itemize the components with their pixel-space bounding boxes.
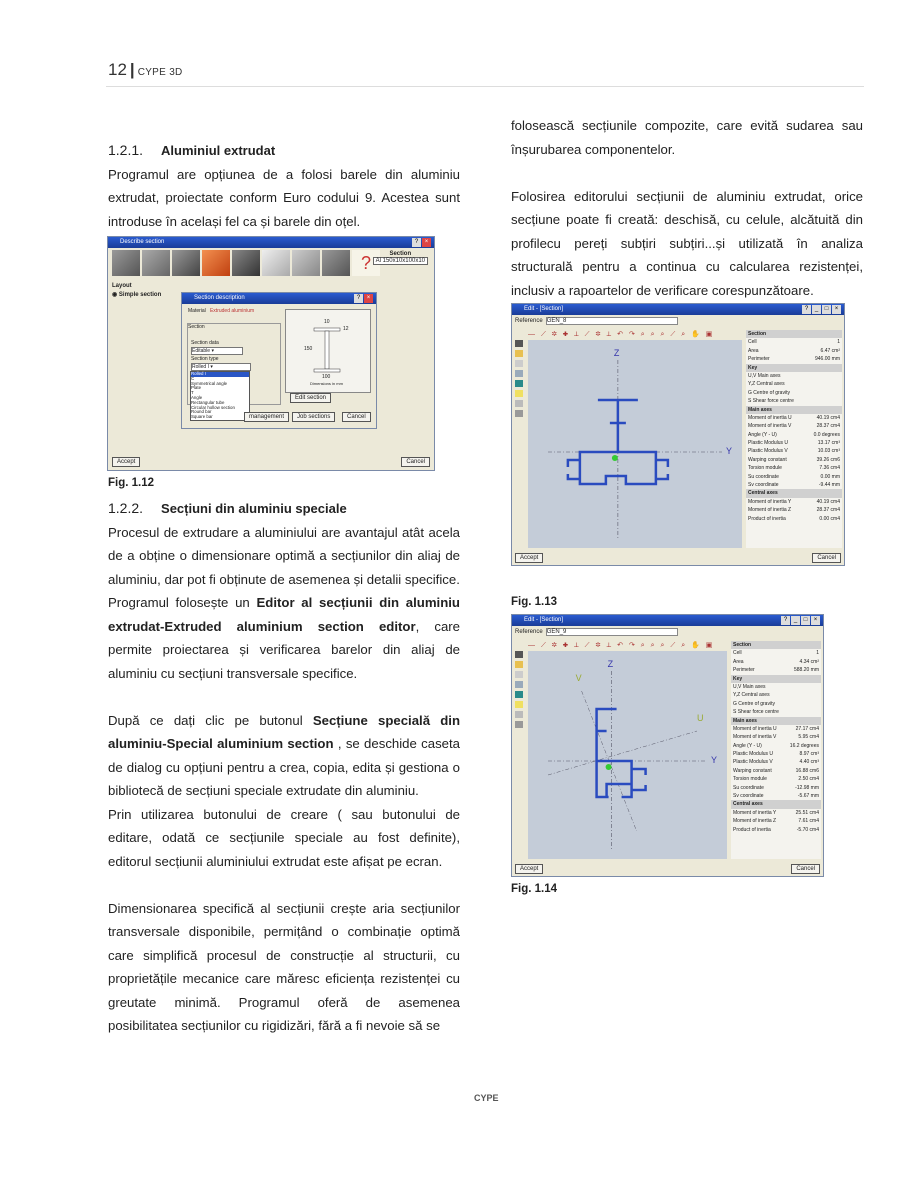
property-value: 28.37 cm4 — [816, 423, 840, 430]
property-row — [746, 347, 842, 355]
properties-section-header — [746, 330, 842, 338]
left-column-bottom — [108, 497, 460, 1038]
help-icon[interactable]: ? — [781, 616, 790, 625]
window-title: Edit - [Section] — [524, 617, 564, 623]
property-row — [746, 506, 842, 514]
section-preview — [285, 309, 371, 393]
angle-icon[interactable] — [172, 250, 200, 276]
header-separator: | — [129, 60, 135, 79]
dropdown-option[interactable]: Rolled I — [191, 372, 249, 377]
special-section-icon[interactable]: ? — [352, 250, 380, 276]
centre-of-gravity-marker — [612, 455, 618, 461]
property-row — [746, 481, 842, 489]
property-value: 16.88 cm6 — [795, 767, 819, 774]
property-name: G Centre of gravity — [733, 700, 775, 707]
property-name: Product of inertia — [748, 515, 786, 522]
property-value: 40.19 cm4 — [816, 414, 840, 421]
properties-panel — [746, 330, 842, 548]
property-value: 10.03 cm³ — [817, 448, 840, 455]
properties-section-header — [731, 641, 821, 649]
property-row — [746, 515, 842, 523]
property-value: 28.37 cm4 — [816, 507, 840, 514]
paragraph: Programul are opțiunea de a folosi barele din aluminiu extrudat, proiectate conform Euro codului 9. Acestea sunt introduse în același fel ca și barele din oțel. — [108, 166, 460, 229]
property-row — [731, 758, 821, 766]
property-row — [746, 414, 842, 422]
figure-1-14-window — [511, 614, 824, 877]
material-label: Material — [188, 308, 206, 314]
property-name: U,V Main axes — [748, 372, 781, 379]
property-row — [731, 767, 821, 775]
accept-button[interactable]: Accept — [112, 457, 140, 467]
property-name: Plastic Modulus V — [733, 759, 773, 766]
dropdown-option[interactable]: Symmetrical angle — [191, 380, 228, 386]
axis-label-u: U — [697, 713, 704, 723]
maximize-icon[interactable]: □ — [801, 616, 810, 625]
property-row — [731, 750, 821, 758]
property-name: Central axes — [733, 801, 763, 808]
property-row — [746, 338, 842, 346]
select-value: Editable — [192, 348, 211, 354]
section-description-dialog — [181, 292, 377, 429]
property-row — [731, 809, 821, 817]
property-row — [731, 708, 821, 716]
figure-1-12-window — [107, 236, 435, 471]
page-number: 12 — [108, 60, 127, 79]
section-heading-1-2-1 — [108, 139, 460, 163]
dimension-flange-thickness: 10 — [324, 319, 330, 325]
property-value: 39.26 cm6 — [816, 456, 840, 463]
window-controls — [781, 616, 820, 625]
tool-icon[interactable] — [515, 671, 523, 678]
property-row — [746, 498, 842, 506]
text: , care permite proiectarea și verificarea barelor din aliaj de aluminiu cu secțiuni transversale specifice. — [108, 618, 461, 681]
property-name: Moment of inertia V — [733, 734, 777, 741]
select-value: Rolled I — [192, 364, 209, 370]
close-icon[interactable]: × — [832, 305, 841, 314]
property-name: Moment of inertia Y — [748, 498, 792, 505]
section-value: Al 150x10x100x10 — [373, 257, 428, 265]
figure-caption-1-13: Fig. 1.13 — [511, 596, 558, 608]
property-row — [731, 691, 821, 699]
tool-icon[interactable] — [515, 721, 523, 728]
reference-label: Reference — [515, 318, 543, 324]
property-row — [731, 649, 821, 657]
dialog-titlebar — [182, 293, 376, 304]
property-value: 1 — [837, 339, 840, 346]
management-button[interactable]: management — [244, 412, 289, 422]
property-name: Moment of inertia V — [748, 423, 792, 430]
minimize-icon[interactable]: _ — [791, 616, 800, 625]
property-value: 6.47 cm² — [820, 347, 840, 354]
window-titlebar — [512, 615, 823, 626]
property-name: S Shear force centre — [733, 709, 779, 716]
timber-icon[interactable] — [202, 250, 230, 276]
tool-icon[interactable] — [515, 390, 523, 397]
tool-icon[interactable] — [515, 400, 523, 407]
property-name: Main axes — [733, 717, 757, 724]
side-toolbar — [515, 651, 525, 728]
minimize-icon[interactable]: _ — [812, 305, 821, 314]
dropdown-option[interactable]: Rectangular tube — [191, 399, 225, 405]
property-row — [746, 456, 842, 464]
property-row — [746, 464, 842, 472]
dropdown-option[interactable]: Plate — [191, 385, 202, 391]
material-value: Extruded aluminium — [209, 308, 255, 314]
property-row — [746, 431, 842, 439]
properties-section-header — [746, 489, 842, 497]
extruded-profile-icon[interactable] — [292, 250, 320, 276]
section-indicator — [373, 251, 428, 265]
property-value: 25.51 cm4 — [795, 809, 819, 816]
bold-term: Editor al secțiunii din aluminiu extrudat-Extruded aluminium section editor — [108, 595, 460, 634]
property-row — [731, 792, 821, 800]
section-data-label: Section data — [191, 340, 219, 346]
properties-panel — [731, 641, 821, 859]
tool-icon[interactable] — [515, 691, 523, 698]
property-row — [746, 473, 842, 481]
property-name: Su coordinate — [733, 784, 764, 791]
property-value: 40.19 cm4 — [816, 498, 840, 505]
section-canvas[interactable] — [528, 340, 742, 548]
dimensions-note: Dimensions in mm — [310, 381, 343, 386]
property-value: 588.20 mm — [793, 667, 819, 674]
accept-button[interactable]: Accept — [515, 864, 543, 874]
properties-section-header — [731, 800, 821, 808]
properties-section-header — [731, 675, 821, 683]
cancel-button[interactable]: Cancel — [791, 864, 820, 874]
axis-label-v: V — [575, 673, 582, 683]
property-row — [731, 784, 821, 792]
heading-number: 1.2.1. — [108, 142, 144, 158]
help-icon[interactable]: ? — [802, 305, 811, 314]
paragraph: Folosirea editorului secțiunii de aluminiu extrudat, orice secțiune poate fi creată: deschisă, cu celule, alcătuită din profilecu pereți subțiri subțiri...și utilizată în analiza structurală pentru a continua cu calcularea rezistenței, inclusiv a rapoartelor de verificare corespunzătoare. — [511, 188, 863, 298]
tool-icon[interactable] — [515, 681, 523, 688]
cancel-button[interactable]: Cancel — [812, 553, 841, 563]
property-value: -5.67 mm — [797, 793, 819, 800]
property-name: Section — [748, 331, 767, 337]
drawing-toolbar: — ⟋ ✲ ✚ ⊥ ⟋ ✲ ⊥ ↶ ↷ ⌕ ⌕ ⌕ ⟋ ⌕ ✋ ▣ — [528, 642, 715, 649]
property-name: Sv coordinate — [733, 793, 764, 800]
section-label: Section — [389, 251, 412, 257]
window-controls — [802, 305, 841, 314]
property-value: 1 — [816, 650, 819, 657]
property-name: Area — [748, 347, 759, 354]
property-row — [731, 725, 821, 733]
property-name: Key — [733, 675, 743, 682]
connection-icon[interactable] — [232, 250, 260, 276]
property-name: Central axes — [748, 490, 778, 497]
property-name: Key — [748, 364, 758, 371]
dropdown-option[interactable]: Round bar — [191, 409, 212, 415]
reference-input[interactable]: GEN_8 — [546, 317, 678, 325]
property-name: Main axes — [748, 406, 772, 413]
property-row — [746, 355, 842, 363]
tool-icon[interactable] — [515, 661, 523, 668]
property-name: Section — [733, 642, 752, 648]
section-drawing — [528, 340, 742, 548]
property-value: 0.0 degrees — [813, 431, 840, 438]
dimension-width: 100 — [322, 374, 331, 380]
property-value: 0.00 cm4 — [819, 515, 840, 522]
property-value: 4.34 cm² — [799, 658, 819, 665]
simple-section-radio[interactable]: ◉ Simple section — [112, 292, 162, 298]
property-value: 27.17 cm4 — [795, 725, 819, 732]
window-title: Edit - [Section] — [524, 306, 564, 312]
axis-label-z: Z — [607, 659, 614, 669]
property-value: 946.00 mm — [814, 356, 840, 363]
drawing-toolbar: — ⟋ ✲ ✚ ⊥ ⟋ ✲ ⊥ ↶ ↷ ⌕ ⌕ ⌕ ⟋ ⌕ ✋ ▣ — [528, 331, 715, 338]
section-type-label: Section type — [191, 356, 219, 362]
properties-section-header — [746, 364, 842, 372]
paragraph: folosească secțiunile compozite, care evită sudarea sau înșurubarea componentelor. — [511, 118, 863, 157]
property-name: Moment of inertia Z — [748, 507, 792, 514]
property-value: 2.50 cm4 — [798, 776, 819, 783]
property-row — [746, 389, 842, 397]
property-name: Moment of inertia U — [748, 414, 792, 421]
property-name: Angle (Y - U) — [733, 742, 762, 749]
property-name: Plastic Modulus U — [748, 440, 789, 447]
text: , se deschide caseta de dialog cu opțiuni pentru a crea, copia, edita și gestiona o bibliotecă de secțiuni speciale extrudate din aluminiu. — [108, 736, 461, 798]
property-name: Y,Z Central axes — [748, 381, 785, 388]
property-row — [731, 817, 821, 825]
section-outline — [597, 709, 646, 797]
property-name: Torsion module — [748, 465, 782, 472]
tool-icon[interactable] — [515, 340, 523, 347]
accept-button[interactable]: Accept — [515, 553, 543, 563]
dimension-web: 12 — [343, 326, 349, 332]
property-name: Warping constant — [748, 456, 787, 463]
reference-row — [515, 628, 678, 636]
axis-label-y: Y — [711, 755, 718, 765]
property-value: -5.70 cm4 — [796, 826, 819, 833]
u-axis — [548, 731, 697, 775]
dropdown-option[interactable]: Square bar — [191, 414, 213, 420]
channel-icon[interactable] — [142, 250, 170, 276]
dropdown-option[interactable]: Angle — [191, 394, 203, 400]
paragraph: Prin utilizarea butonului de creare ( sau butonului de editare, odată ce secțiunile speciale au fost definite), editorul secțiunii aluminiului extrudat este afișat pe ecran. — [108, 806, 460, 869]
bold-term: Secțiune specială din aluminiu-Special aluminium section — [108, 712, 460, 751]
property-name: S Shear force centre — [748, 398, 794, 405]
section-drawing — [528, 651, 727, 859]
edit-section-button[interactable]: Edit section — [290, 393, 331, 403]
property-row — [731, 683, 821, 691]
heading-number: 1.2.2. — [108, 500, 144, 516]
job-sections-button[interactable]: Job sections — [292, 412, 335, 422]
section-heading-1-2-2 — [108, 497, 460, 521]
tool-icon[interactable] — [515, 651, 523, 658]
property-row — [731, 826, 821, 834]
property-value: -12.98 mm — [795, 784, 819, 791]
maximize-icon[interactable]: □ — [822, 305, 831, 314]
figure-caption-1-14: Fig. 1.14 — [511, 883, 558, 895]
section-type-toolbar — [112, 250, 380, 276]
paragraph — [108, 709, 460, 803]
property-value: 7.61 cm4 — [798, 818, 819, 825]
property-value: 5.95 cm4 — [798, 734, 819, 741]
group-label: Section — [188, 324, 205, 330]
properties-section-header — [746, 406, 842, 414]
aluminium-icon[interactable] — [262, 250, 290, 276]
dropdown-option[interactable]: Circular hollow section — [191, 404, 235, 410]
reference-row — [515, 317, 678, 325]
properties-section-header — [731, 717, 821, 725]
section-data-select[interactable]: Editable ▾ — [191, 347, 243, 355]
property-name: Area — [733, 658, 744, 665]
window-titlebar — [512, 304, 844, 315]
property-name: Plastic Modulus V — [748, 448, 788, 455]
property-name: Perimeter — [748, 356, 770, 363]
property-value: 8.97 cm³ — [799, 751, 819, 758]
property-value: -9.44 mm — [818, 482, 840, 489]
dialog-cancel-button[interactable]: Cancel — [342, 412, 371, 422]
property-row — [731, 666, 821, 674]
property-name: U,V Main axes — [733, 683, 766, 690]
tool-icon[interactable] — [515, 410, 523, 417]
property-name: Moment of inertia U — [733, 725, 777, 732]
section-canvas[interactable] — [528, 651, 727, 859]
axis-label-y: Y — [726, 446, 733, 456]
property-row — [731, 733, 821, 741]
window-titlebar — [108, 237, 434, 248]
layout-label: Layout — [112, 283, 132, 289]
property-row — [746, 372, 842, 380]
axis-label-z: Z — [613, 348, 620, 358]
paragraph: Dimensionarea specifică al secțiunii crește aria secțiunilor transversale disponibile, permițând o combinație optimă care simplifică procesul de construcție al structurii, cu proprietățile mecanice care măresc eficiența rezistenței cu greutate minimă. Programul oferă de asemenea posibilitatea secțiunilor cu rigidizări, fără a fi nevoie să se — [108, 900, 460, 1033]
header-rule — [106, 86, 864, 87]
property-name: Moment of inertia Z — [733, 818, 777, 825]
property-row — [731, 658, 821, 666]
close-icon[interactable]: × — [364, 294, 373, 303]
section-type-select[interactable]: Rolled I ▾ — [191, 363, 251, 371]
property-row — [746, 422, 842, 430]
paragraph — [108, 591, 460, 685]
figure-caption-1-12: Fig. 1.12 — [108, 477, 155, 489]
window-title: Describe section — [120, 239, 165, 245]
close-icon[interactable]: × — [422, 238, 431, 247]
plate-icon[interactable] — [322, 250, 350, 276]
property-name: Sv coordinate — [748, 482, 779, 489]
property-value: 13.17 cm³ — [817, 440, 840, 447]
property-name: Angle (Y - U) — [748, 431, 777, 438]
header-title: CYPE 3D — [137, 67, 183, 78]
help-icon[interactable]: ? — [354, 294, 363, 303]
dropdown-option[interactable]: C — [191, 375, 195, 381]
property-name: Warping constant — [733, 767, 772, 774]
property-name: Moment of inertia Y — [733, 809, 777, 816]
property-row — [746, 447, 842, 455]
property-name: Cell — [748, 339, 757, 346]
heading-title: Aluminiul extrudat — [161, 143, 276, 158]
property-value: 4.40 cm³ — [799, 759, 819, 766]
dialog-title: Section description — [194, 295, 245, 301]
property-value: 16.2 degrees — [789, 742, 819, 749]
text: După ce dați clic pe butonul — [108, 712, 313, 728]
property-name: Torsion module — [733, 776, 767, 783]
property-value: 7.36 cm4 — [819, 465, 840, 472]
text: Programul folosește un — [108, 595, 257, 610]
property-row — [746, 397, 842, 405]
property-value: 0.00 mm — [820, 473, 840, 480]
tool-icon[interactable] — [515, 701, 523, 708]
cancel-button[interactable]: Cancel — [401, 457, 430, 467]
tool-icon[interactable] — [515, 350, 523, 357]
property-name: Cell — [733, 650, 742, 657]
tool-icon[interactable] — [515, 360, 523, 367]
property-row — [731, 775, 821, 783]
help-icon[interactable]: ? — [412, 238, 421, 247]
property-name: Perimeter — [733, 667, 755, 674]
heading-title: Secțiuni din aluminiu speciale — [161, 501, 347, 516]
property-name: Su coordinate — [748, 473, 779, 480]
page-footer: CYPE — [474, 1093, 499, 1103]
page-header — [108, 60, 183, 80]
property-name: Product of inertia — [733, 826, 771, 833]
tool-icon[interactable] — [515, 711, 523, 718]
dimension-height: 150 — [304, 346, 313, 352]
property-row — [746, 439, 842, 447]
tool-icon[interactable] — [515, 370, 523, 377]
dropdown-option[interactable]: T — [191, 390, 194, 396]
left-column-top — [108, 139, 460, 233]
property-name: Y,Z Central axes — [733, 692, 770, 699]
section-type-dropdown-list — [190, 371, 250, 421]
centre-of-gravity-marker — [606, 764, 612, 770]
close-icon[interactable]: × — [811, 616, 820, 625]
figure-1-13-window — [511, 303, 845, 566]
property-row — [731, 700, 821, 708]
property-name: G Centre of gravity — [748, 389, 790, 396]
reference-input[interactable]: GEN_9 — [546, 628, 678, 636]
tool-icon[interactable] — [515, 380, 523, 387]
right-column-top — [511, 114, 863, 302]
property-name: Plastic Modulus U — [733, 751, 774, 758]
side-toolbar — [515, 340, 525, 417]
paragraph: Procesul de extrudare a aluminiului are avantajul atât acela de a obține o dimensionare optimă a secțiunilor din aliaj de aluminiu, dar pot fi obținute de asemenea și detalii specifice. — [108, 524, 460, 587]
reference-label: Reference — [515, 629, 543, 635]
radio-label: Simple section — [118, 292, 162, 298]
property-row — [746, 380, 842, 388]
i-beam-icon[interactable] — [112, 250, 140, 276]
property-row — [731, 742, 821, 750]
